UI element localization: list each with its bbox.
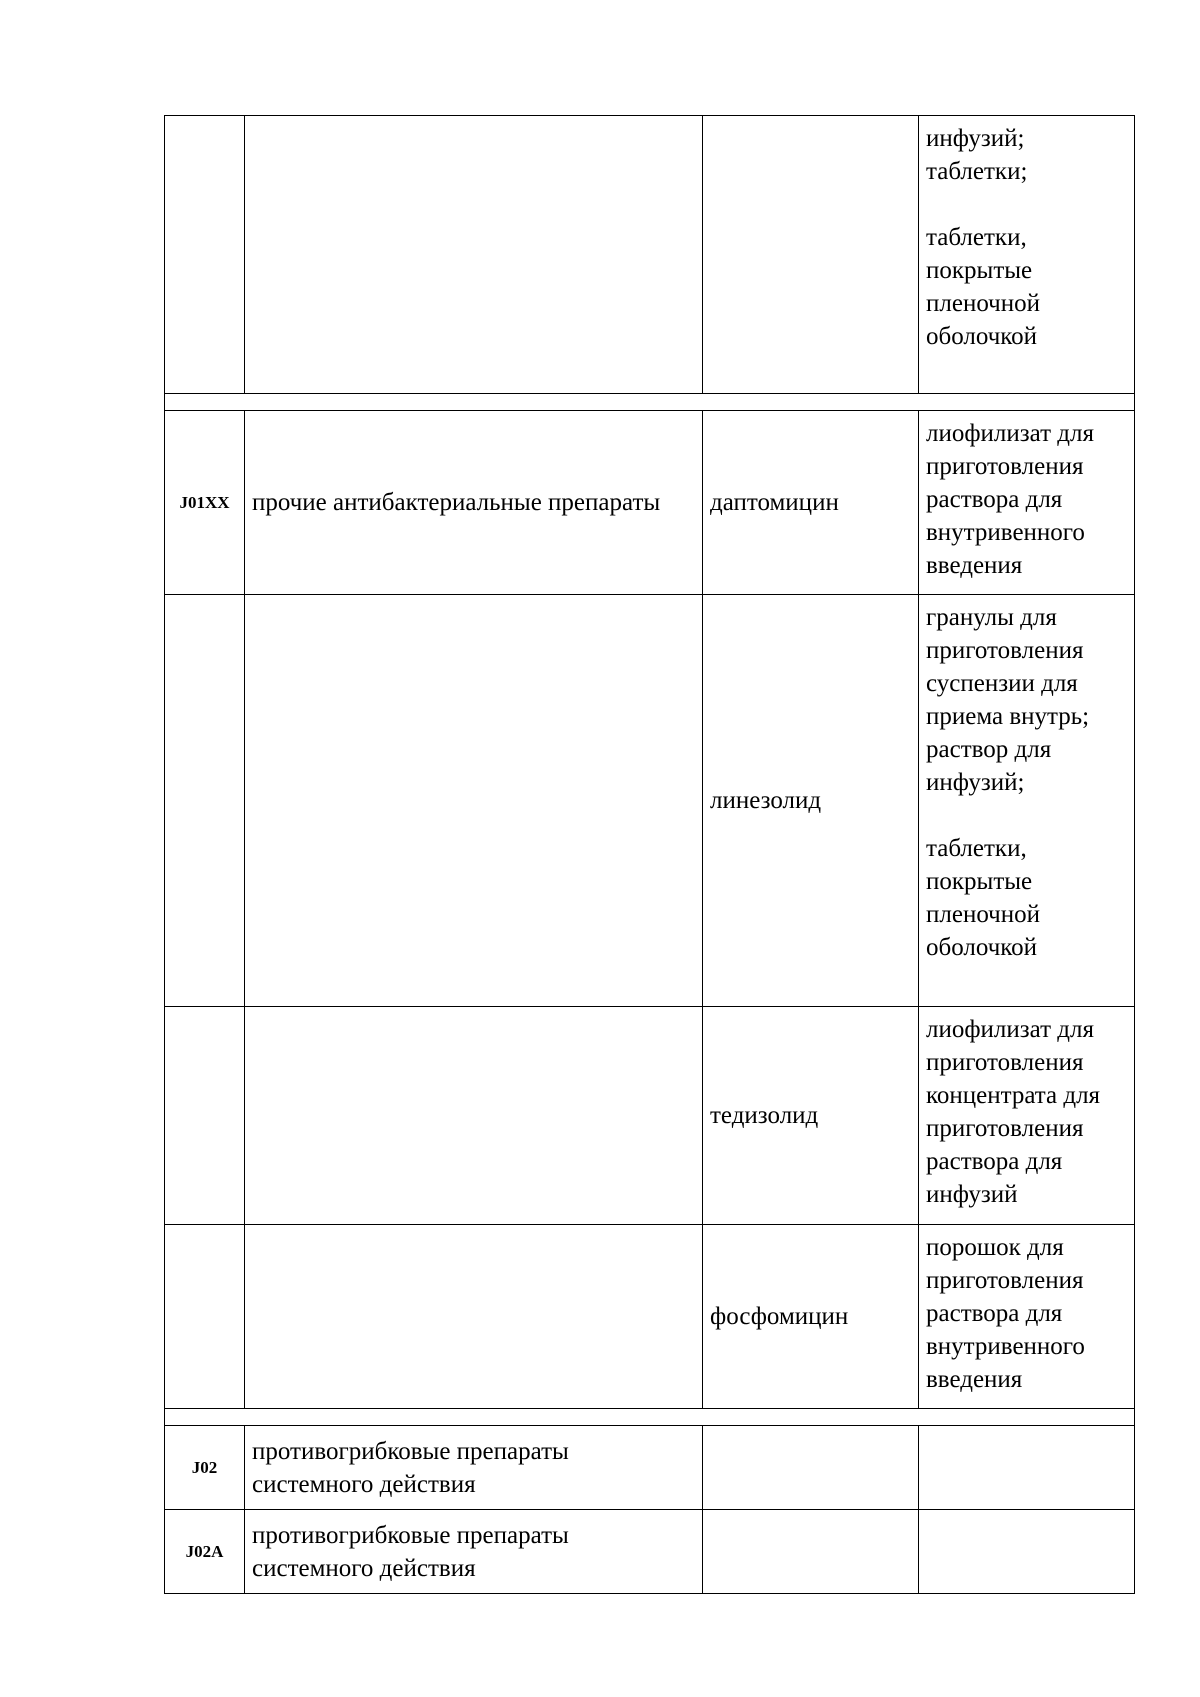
dosage-form-cell bbox=[919, 595, 1135, 1007]
drug-name-cell bbox=[703, 116, 919, 394]
drug-name-cell bbox=[703, 1426, 919, 1510]
row-spacer bbox=[165, 1409, 1135, 1426]
group-name-cell: противогрибковые препараты системного действия bbox=[245, 1510, 703, 1594]
dosage-form-cell bbox=[919, 116, 1135, 394]
drug-name-cell: линезолид bbox=[703, 595, 919, 1007]
table-row bbox=[165, 116, 1135, 394]
dosage-form-text: гранулы для приготовления суспензии для приема внутрь; раствор для инфузий; bbox=[926, 604, 1090, 796]
dosage-form-text: инфузий; таблетки; bbox=[926, 125, 1028, 185]
table-row bbox=[165, 411, 1135, 595]
drug-name-cell: тедизолид bbox=[703, 1007, 919, 1225]
group-name-cell bbox=[245, 116, 703, 394]
table-row bbox=[165, 1510, 1135, 1594]
atc-code-cell: J02 bbox=[165, 1426, 245, 1510]
drug-name-cell: фосфомицин bbox=[703, 1225, 919, 1409]
dosage-form-text: лиофилизат для приготовления раствора для внутривенного введения bbox=[926, 420, 1094, 579]
row-spacer bbox=[165, 394, 1135, 411]
group-name-cell bbox=[245, 1225, 703, 1409]
drug-name-cell bbox=[703, 1510, 919, 1594]
atc-code-cell bbox=[165, 595, 245, 1007]
group-name-cell bbox=[245, 595, 703, 1007]
dosage-form-cell bbox=[919, 1007, 1135, 1225]
table-row bbox=[165, 1007, 1135, 1225]
group-name-cell: противогрибковые препараты системного действия bbox=[245, 1426, 703, 1510]
atc-code-cell: J02A bbox=[165, 1510, 245, 1594]
atc-code-cell: J01XX bbox=[165, 411, 245, 595]
table-row bbox=[165, 595, 1135, 1007]
dosage-form-cell bbox=[919, 1510, 1135, 1594]
dosage-form-text: таблетки, покрытые пленочной оболочкой bbox=[926, 835, 1041, 961]
drug-classification-table bbox=[164, 115, 1135, 1594]
atc-code-cell bbox=[165, 1007, 245, 1225]
group-name-cell: прочие антибактериальные препараты bbox=[245, 411, 703, 595]
table-row bbox=[165, 1426, 1135, 1510]
group-name-cell bbox=[245, 1007, 703, 1225]
dosage-form-text: порошок для приготовления раствора для внутривенного введения bbox=[926, 1234, 1085, 1393]
dosage-form-cell bbox=[919, 1426, 1135, 1510]
dosage-form-cell bbox=[919, 1225, 1135, 1409]
dosage-form-text: лиофилизат для приготовления концентрата для приготовления раствора для инфузий bbox=[926, 1016, 1101, 1208]
table-row bbox=[165, 1225, 1135, 1409]
atc-code-cell bbox=[165, 1225, 245, 1409]
dosage-form-cell bbox=[919, 411, 1135, 595]
drug-name-cell: даптомицин bbox=[703, 411, 919, 595]
dosage-form-text: таблетки, покрытые пленочной оболочкой bbox=[926, 224, 1041, 350]
atc-code-cell bbox=[165, 116, 245, 394]
